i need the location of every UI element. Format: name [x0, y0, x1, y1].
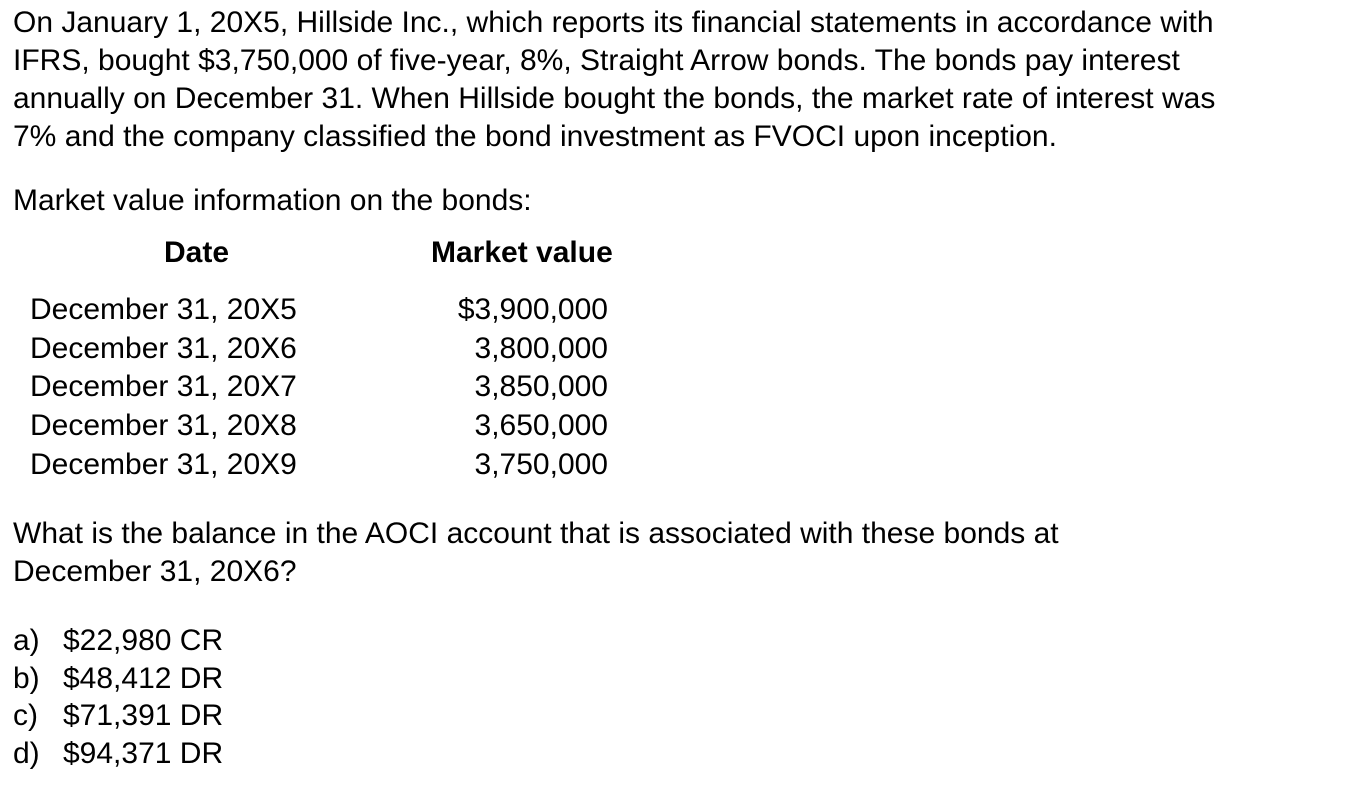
- row-date: December 31, 20X7: [30, 370, 297, 403]
- table-row: [0, 291, 700, 329]
- problem-statement-line: IFRS, bought $3,750,000 of five-year, 8%, Straight Arrow bonds. The bonds pay interest: [13, 44, 1180, 77]
- option-text: $48,412 DR: [63, 661, 224, 695]
- problem-statement-line: annually on December 31. When Hillside bought the bonds, the market rate of interest was: [13, 82, 1216, 115]
- table-row: [0, 407, 700, 445]
- row-date: December 31, 20X8: [30, 409, 297, 442]
- table-row: [0, 368, 700, 406]
- option-letter: a): [13, 624, 40, 657]
- row-date: December 31, 20X9: [30, 448, 297, 481]
- row-date: December 31, 20X5: [30, 293, 297, 326]
- option-text: $94,371 DR: [63, 736, 224, 770]
- market-value-table: [0, 0, 700, 500]
- market-value-heading: Market value information on the bonds:: [13, 184, 532, 217]
- option-letter: b): [13, 661, 40, 695]
- option-letter: d): [13, 736, 40, 770]
- option-letter: c): [13, 699, 38, 732]
- date-column-header: Date: [164, 236, 230, 269]
- option-text: $22,980 CR: [63, 624, 224, 657]
- row-market-value: 3,650,000: [474, 409, 608, 442]
- row-date: December 31, 20X6: [30, 332, 297, 365]
- problem-statement-line: On January 1, 20X5, Hillside Inc., which reports its financial statements in accordance with: [13, 6, 1214, 39]
- table-row: [0, 446, 700, 484]
- answer-option-c[interactable]: [13, 697, 223, 735]
- row-market-value: $3,900,000: [457, 293, 608, 326]
- market-value-column-header: Market value: [431, 236, 613, 269]
- row-market-value: 3,800,000: [474, 332, 608, 365]
- question-text: [13, 515, 1059, 591]
- answer-options: [13, 622, 223, 772]
- question-line: What is the balance in the AOCI account that is associated with these bonds at: [13, 517, 1059, 550]
- answer-option-d[interactable]: [13, 735, 223, 773]
- row-market-value: 3,850,000: [474, 370, 608, 403]
- table-row: [0, 330, 700, 368]
- row-market-value: 3,750,000: [474, 448, 608, 481]
- option-text: $71,391 DR: [63, 699, 224, 732]
- answer-option-a[interactable]: [13, 622, 223, 660]
- answer-option-b[interactable]: [13, 660, 223, 698]
- problem-statement-line: 7% and the company classified the bond investment as FVOCI upon inception.: [13, 120, 1057, 153]
- question-line: December 31, 20X6?: [13, 555, 297, 588]
